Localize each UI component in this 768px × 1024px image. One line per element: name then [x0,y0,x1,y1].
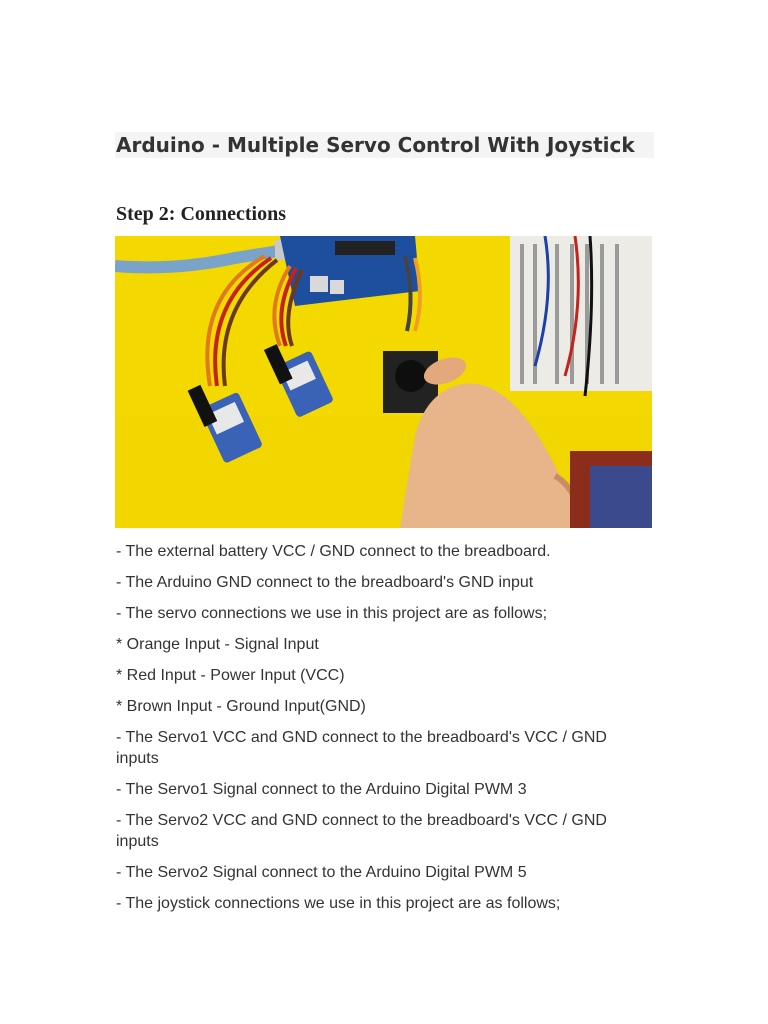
paragraph-red-input: * Red Input - Power Input (VCC) [116,667,345,684]
paragraph-servo-connections: - The servo connections we use in this project are as follows; [116,605,548,622]
paragraph-servo1-signal: - The Servo1 Signal connect to the Arduino Digital PWM 3 [116,781,527,798]
capacitor-1 [310,276,328,292]
header-pins [335,241,395,255]
paragraph-servo1-power: - The Servo1 VCC and GND connect to the breadboard's VCC / GND inputs [116,729,607,767]
breadboard [510,236,652,391]
paragraph-brown-input: * Brown Input - Ground Input(GND) [116,698,366,715]
joystick-knob [395,360,427,392]
battery-label [590,466,652,528]
connections-photo [115,236,652,528]
paragraph-servo2-signal: - The Servo2 Signal connect to the Arduino Digital PWM 5 [116,864,527,881]
page-title: Arduino - Multiple Servo Control With Joystick [116,133,635,157]
connections-photo-illustration [115,236,652,528]
step-content [116,541,646,924]
paragraph-joystick-connections: - The joystick connections we use in this project are as follows; [116,895,561,912]
paragraph-battery: - The external battery VCC / GND connect to the breadboard. [116,543,551,560]
paragraph-orange-input: * Orange Input - Signal Input [116,636,319,653]
step-heading: Step 2: Connections [116,203,287,225]
paragraph-arduino-gnd: - The Arduino GND connect to the breadboard's GND input [116,574,534,591]
paragraph-servo2-power: - The Servo2 VCC and GND connect to the breadboard's VCC / GND inputs [116,812,607,850]
capacitor-2 [330,280,344,294]
